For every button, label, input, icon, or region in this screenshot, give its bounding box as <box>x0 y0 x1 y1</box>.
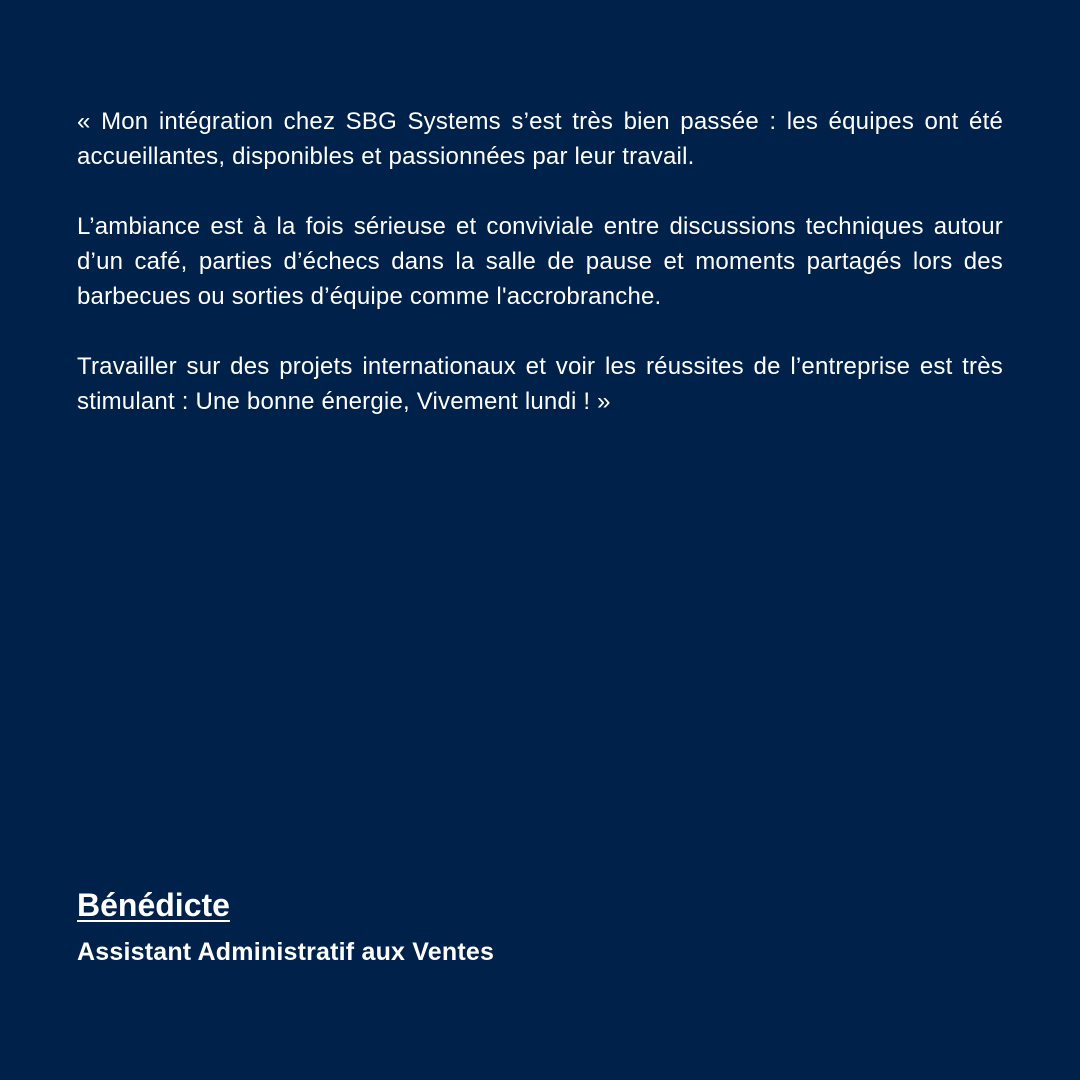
quote-paragraph-3: Travailler sur des projets internationaux et voir les réussites de l’entreprise est très stimulant : Une bonne énergie, Vivement lundi ! » <box>77 353 1003 415</box>
testimonial-quote <box>77 104 1003 454</box>
author-block <box>77 883 494 969</box>
quote-paragraph-2: L’ambiance est à la fois sérieuse et conviviale entre discussions techniques autour d’un café, parties d’échecs dans la salle de pause et moments partagés lors des barbecues ou sorties d’équipe comme l'accrobranche. <box>77 213 1003 310</box>
author-role: Assistant Administratif aux Ventes <box>77 938 495 966</box>
quote-paragraph-1: « Mon intégration chez SBG Systems s’est très bien passée : les équipes ont été accueillantes, disponibles et passionnées par leur travail. <box>77 108 1003 170</box>
author-name: Bénédicte <box>77 887 230 923</box>
